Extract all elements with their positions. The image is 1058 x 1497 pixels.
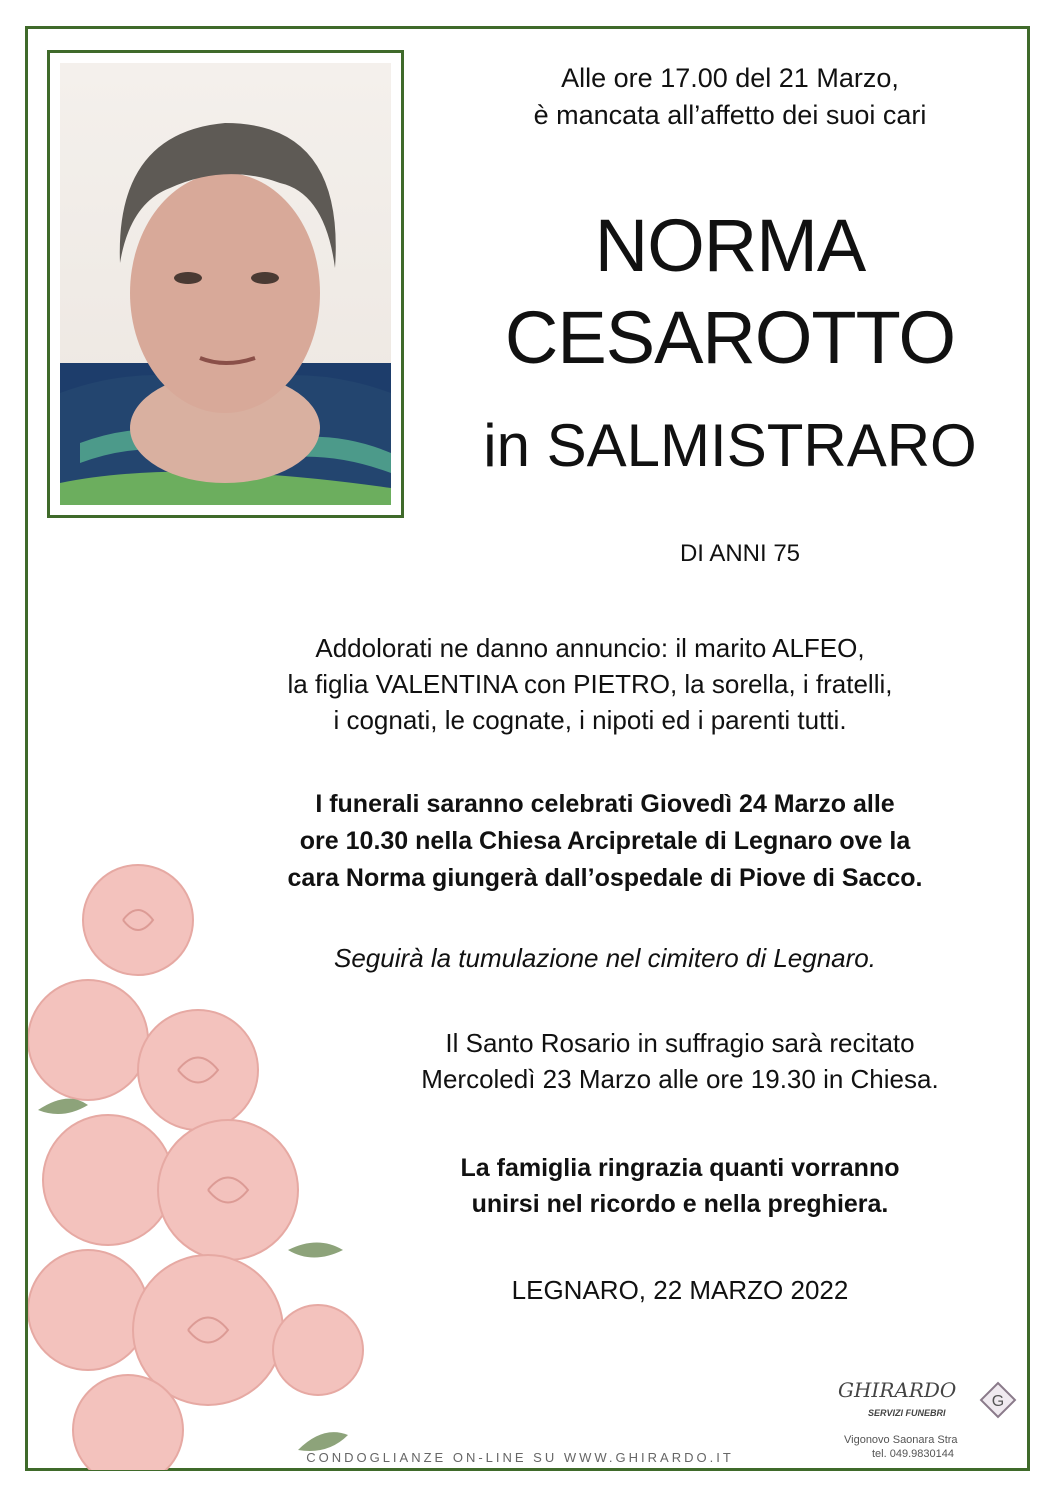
intro-line: Alle ore 17.00 del 21 Marzo, bbox=[561, 63, 899, 93]
company-subtitle: SERVIZI FUNEBRI bbox=[868, 1408, 946, 1418]
thanks-line: La famiglia ringrazia quanti vorranno bbox=[460, 1154, 900, 1182]
company-locations: Vigonovo Saonara Stra bbox=[844, 1434, 958, 1446]
family-line: Addolorati ne danno annuncio: il marito ALFEO, bbox=[315, 633, 865, 663]
deceased-name bbox=[440, 200, 1020, 384]
company-logo-icon bbox=[978, 1380, 1018, 1420]
rosary-note bbox=[330, 1025, 1030, 1097]
family-thanks bbox=[330, 1150, 1030, 1222]
family-line: i cognati, le cognate, i nipoti ed i parenti tutti. bbox=[333, 705, 847, 735]
funeral-line: ore 10.30 nella Chiesa Arcipretale di Legnaro ove la bbox=[299, 827, 911, 855]
funeral-line: I funerali saranno celebrati Giovedì 24 Marzo alle bbox=[315, 790, 895, 818]
burial-note: Seguirà la tumulazione nel cimitero di Legnaro. bbox=[334, 943, 876, 973]
family-announcement bbox=[150, 630, 1030, 738]
rosary-line: Il Santo Rosario in suffragio sarà recitato bbox=[445, 1028, 915, 1058]
family-line: la figlia VALENTINA con PIETRO, la sorella, i fratelli, bbox=[287, 669, 893, 699]
portrait-photo bbox=[60, 63, 391, 505]
married-name: in SALMISTRARO bbox=[483, 412, 977, 479]
company-phone: tel. 049.9830144 bbox=[872, 1448, 954, 1460]
place-date: LEGNARO, 22 MARZO 2022 bbox=[511, 1275, 849, 1305]
first-name: NORMA bbox=[594, 204, 866, 287]
funeral-line: cara Norma giungerà dall’ospedale di Piove di Sacco. bbox=[287, 864, 923, 892]
intro-line: è mancata all’affetto dei suoi cari bbox=[533, 100, 927, 130]
death-announcement bbox=[440, 60, 1020, 134]
rosary-line: Mercoledì 23 Marzo alle ore 19.30 in Chiesa. bbox=[421, 1064, 939, 1094]
portrait-frame bbox=[47, 50, 404, 518]
logo-letter: G bbox=[991, 1393, 1005, 1410]
company-name: GHIRARDO bbox=[838, 1378, 957, 1402]
surname: CESAROTTO bbox=[504, 296, 956, 379]
thanks-line: unirsi nel ricordo e nella preghiera. bbox=[471, 1190, 889, 1218]
age: DI ANNI 75 bbox=[679, 540, 801, 567]
roses-decoration bbox=[28, 810, 368, 1470]
condolences-footer: CONDOGLIANZE ON-LINE SU WWW.GHIRARDO.IT bbox=[306, 1450, 734, 1465]
